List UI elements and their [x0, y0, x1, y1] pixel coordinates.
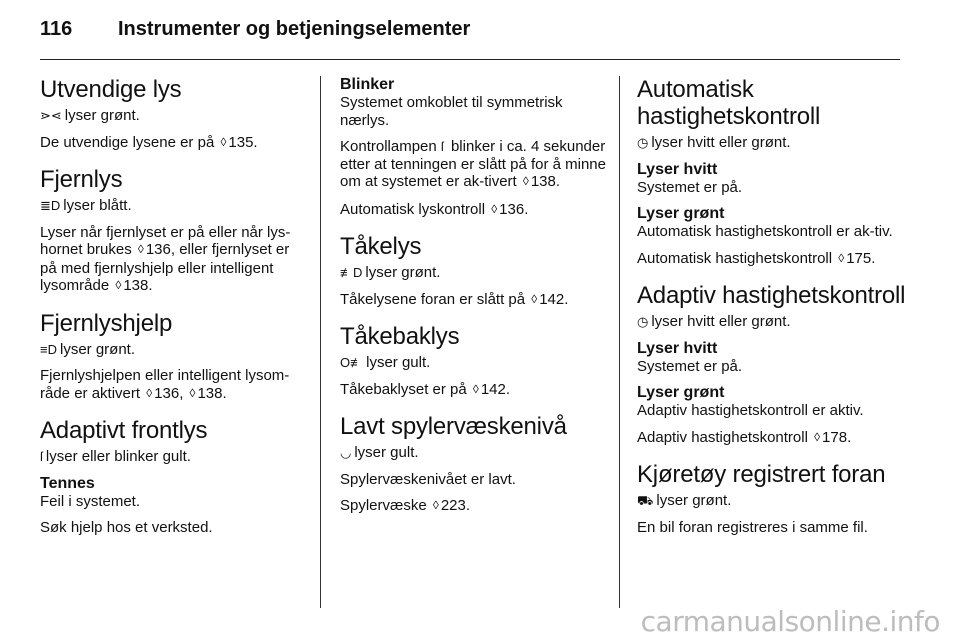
page-ref-link[interactable]: 175.: [846, 249, 876, 267]
exterior-lights-icon: ⋗⋖: [40, 108, 62, 123]
page-ref-icon: ◊: [137, 242, 144, 256]
body-text: En bil foran registreres i samme fil.: [637, 518, 868, 536]
subheading: Lyser grønt: [637, 384, 725, 401]
body-text: Søk hjelp hos et verksted.: [40, 519, 213, 536]
fog-light-icon: ≢D: [340, 265, 363, 280]
adaptive-light-icon: ſ: [440, 139, 444, 154]
status-text: lyser blått.: [63, 197, 132, 214]
column-2: [340, 76, 606, 530]
section-rear-fog: [340, 323, 606, 399]
page-ref-link[interactable]: 138.: [530, 173, 561, 190]
section-high-beam: [40, 166, 308, 296]
page-ref-link[interactable]: 142.: [539, 290, 569, 308]
page-ref-link[interactable]: 223.: [440, 497, 471, 514]
body-text: Automatisk lyskontroll: [340, 200, 486, 218]
page-number: 116: [40, 18, 73, 40]
page-ref-icon: ◊: [432, 498, 439, 512]
body-text: Systemet omkoblet til symmetrisk nærlys.: [340, 94, 563, 129]
page-ref-link[interactable]: 138.: [123, 277, 153, 294]
section-blinker: [340, 76, 606, 219]
body-text: , eller fjernlyset er på med fjernlyshjelp eller intelligent lysområde: [40, 241, 290, 294]
page-ref-link[interactable]: 142.: [480, 380, 511, 398]
section-adaptive-headlights: [40, 417, 308, 537]
section-title: Lavt spylervæskenivå: [340, 413, 567, 440]
section-fog-lights: [340, 233, 606, 309]
section-vehicle-ahead: [637, 461, 907, 536]
body-text: Systemet er på.: [637, 357, 743, 375]
header-rule: [40, 59, 900, 60]
section-title: Fjernlys: [40, 166, 123, 193]
status-text: lyser grønt.: [365, 264, 441, 281]
section-auto-cruise: [637, 76, 907, 268]
body-text: Systemet er på.: [637, 178, 743, 196]
section-washer-fluid: [340, 413, 606, 516]
section-title: Adaptiv hastighetskontroll: [637, 282, 906, 309]
body-text: Spylervæskenivået er lavt.: [340, 470, 516, 488]
body-text: Lyser når fjernlyset er på eller når lys-hornet brukes: [40, 223, 291, 258]
section-high-beam-assist: Fjernlyshjelp ≡D lyser grønt. Fjernlyshjelpen eller intelligent lysom-råde er aktivert ◊ 136, ◊ 138.: [40, 310, 308, 404]
column-1: [40, 76, 308, 551]
washer-fluid-icon: ◡: [340, 445, 352, 460]
body-text: Fjernlyshjelpen eller intelligent lysom-råde er aktivert: [40, 367, 290, 402]
status-text: lyser hvitt eller grønt.: [651, 313, 791, 330]
high-beam-assist-icon: ≡D: [40, 341, 57, 357]
high-beam-icon: ≣D: [40, 198, 61, 213]
body-text: Spylervæske: [340, 497, 427, 514]
page-ref-link[interactable]: 178.: [822, 428, 852, 446]
status-text: lyser grønt.: [59, 340, 135, 358]
section-title: Automatisk hastighetskontroll: [637, 76, 821, 130]
subheading: Blinker: [340, 76, 395, 93]
section-title: Tåkelys: [340, 233, 422, 260]
cruise-control-icon: ◷: [637, 314, 649, 329]
page-ref-link[interactable]: 136: [145, 241, 171, 258]
body-text: Adaptiv hastighetskontroll er aktiv.: [637, 402, 864, 419]
section-title: Fjernlyshjelp: [40, 309, 173, 337]
section-adaptive-cruise: [637, 282, 907, 447]
page-ref-icon: ◊: [531, 291, 538, 306]
body-text: Tåkebaklyset er på: [340, 380, 467, 398]
page-ref-icon: ◊: [491, 201, 498, 216]
column-3: [637, 76, 907, 550]
body-text: Automatisk hastighetskontroll: [637, 249, 833, 267]
status-text: lyser gult.: [354, 444, 419, 461]
status-text: lyser gult.: [366, 354, 431, 371]
section-title: Utvendige lys: [40, 76, 182, 103]
subheading: Lyser grønt: [637, 205, 725, 222]
watermark: carmanualsonline.info: [640, 605, 940, 638]
cruise-control-icon: ◷: [637, 135, 649, 150]
body-text: De utvendige lysene er på: [40, 133, 215, 151]
page-ref-link[interactable]: 138.: [197, 384, 227, 402]
body-text: Tåkelysene foran er slått på: [340, 290, 526, 308]
page-ref-icon: ◊: [522, 174, 529, 188]
page-header: [40, 14, 900, 52]
section-exterior-lights: [40, 76, 308, 152]
subheading: Tennes: [40, 474, 95, 492]
page-ref-link[interactable]: 136.: [499, 200, 529, 218]
page-ref-icon: ◊: [146, 385, 153, 400]
status-text: lyser eller blinker gult.: [45, 448, 191, 465]
page-ref-icon: ◊: [189, 385, 196, 400]
page-ref-icon: ◊: [115, 278, 122, 292]
status-text: lyser hvitt eller grønt.: [651, 134, 791, 151]
column-divider: [320, 76, 321, 608]
column-divider: [619, 76, 620, 608]
page-ref-icon: ◊: [220, 134, 227, 149]
status-text: lyser grønt.: [656, 492, 732, 509]
page-ref-icon: ◊: [838, 250, 845, 265]
section-title: Kjøretøy registrert foran: [637, 461, 886, 488]
section-title: Adaptivt frontlys: [40, 417, 208, 444]
vehicle-ahead-icon: ⛟: [637, 493, 654, 508]
subheading: Lyser hvitt: [637, 339, 718, 357]
body-text: Kontrollampen: [340, 138, 437, 155]
section-title: Tåkebaklys: [340, 323, 460, 350]
chapter-title: Instrumenter og betjeningselementer: [118, 18, 471, 40]
page-ref-link[interactable]: 135.: [228, 133, 258, 151]
body-text: blinker i ca. 4 sekunder etter at tenningen er slått på for å minne om at systemet er ak-tivert: [340, 138, 606, 190]
adaptive-light-icon: ſ: [40, 449, 43, 464]
status-text: lyser grønt.: [64, 107, 140, 124]
body-text: Feil i systemet.: [40, 492, 141, 510]
rear-fog-icon: O≢: [340, 355, 364, 370]
page-ref-link[interactable]: 136: [154, 384, 180, 402]
page-ref-icon: ◊: [472, 381, 479, 396]
page-ref-icon: ◊: [814, 429, 821, 444]
body-text: Adaptiv hastighetskontroll: [637, 428, 808, 446]
body-text: Automatisk hastighetskontroll er ak-tiv.: [637, 223, 893, 240]
subheading: Lyser hvitt: [637, 160, 718, 178]
